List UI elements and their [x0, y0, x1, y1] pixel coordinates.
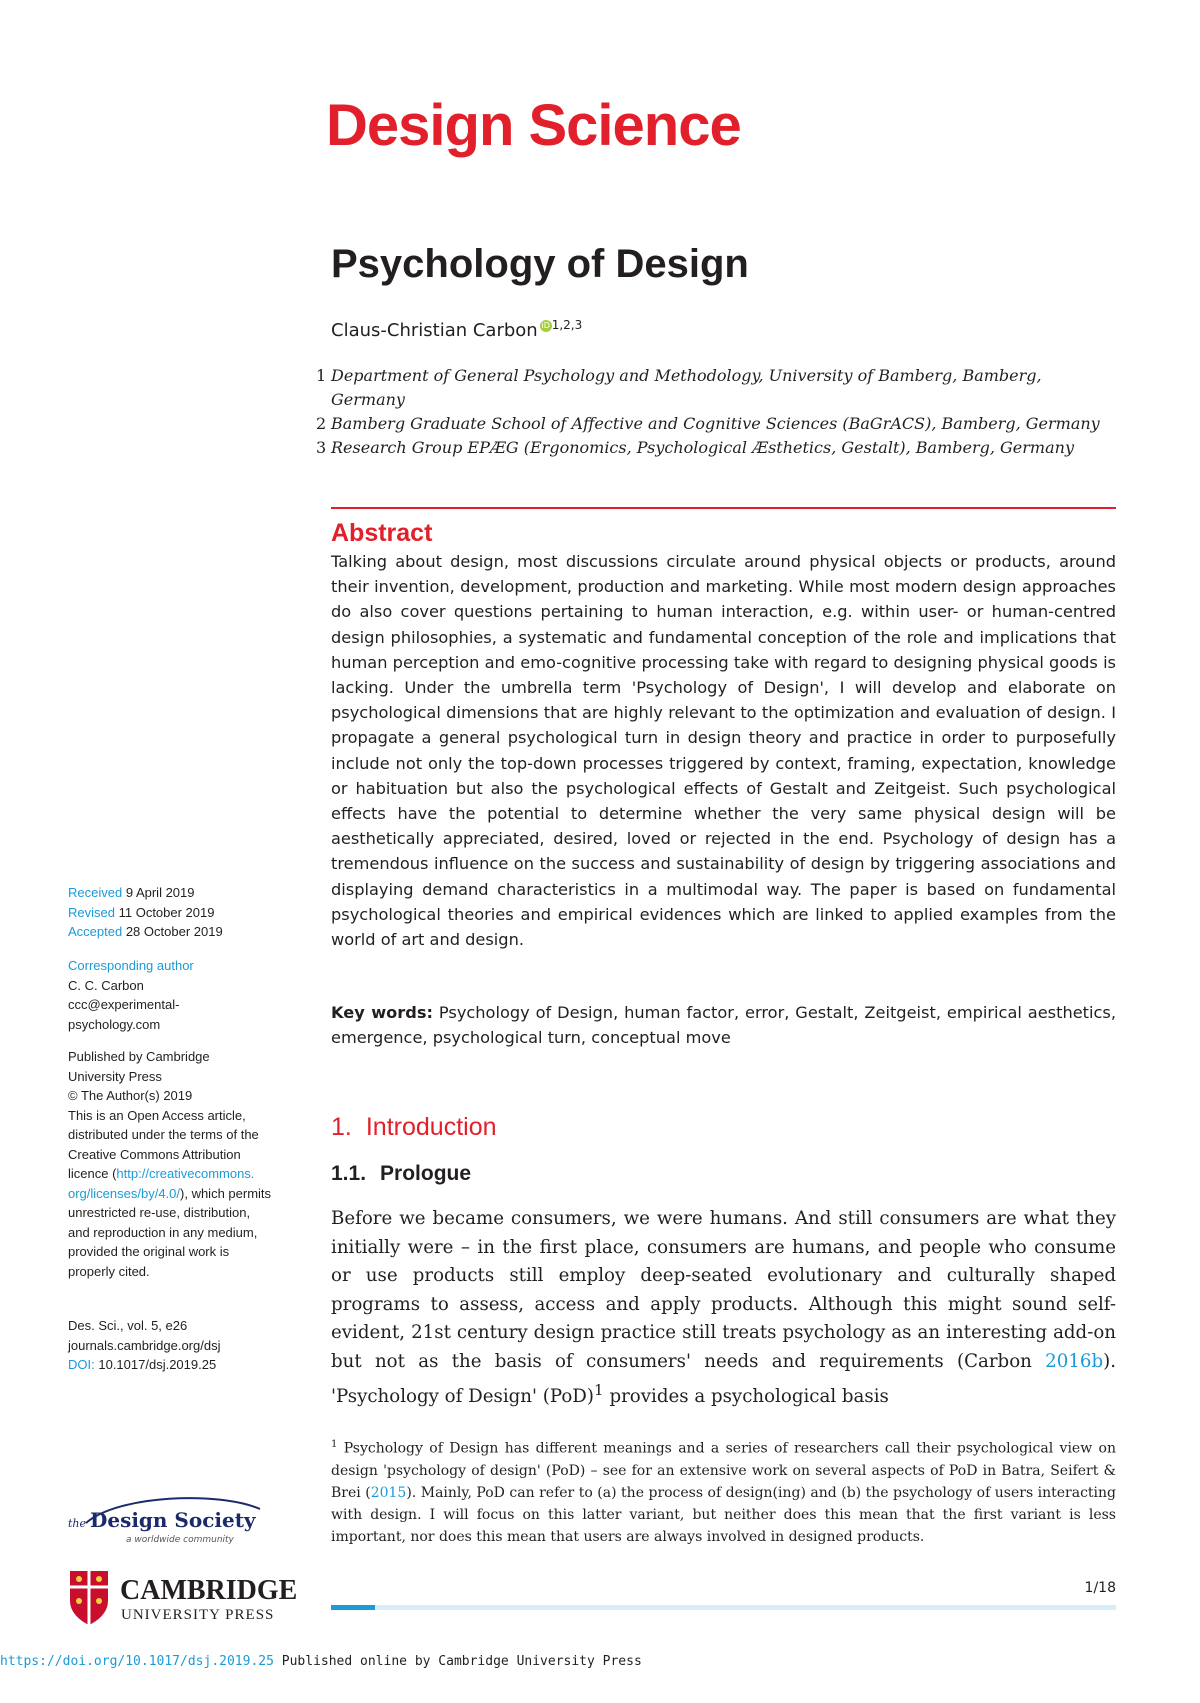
publisher-line: Published by Cambridge — [68, 1049, 210, 1064]
orcid-icon[interactable]: iD — [541, 321, 550, 330]
affiliation-number: 2 — [316, 414, 327, 433]
logo-text: Design Society — [90, 1508, 256, 1532]
affiliation-text: Bamberg Graduate School of Affective and Cognitive Sciences (BaGrACS), Bamberg, Germany — [331, 414, 1100, 433]
license-line: Creative Commons Attribution — [68, 1146, 241, 1162]
subsection-number: 1.1. — [331, 1162, 367, 1185]
keywords-label: Key words: — [331, 1003, 433, 1022]
citation-link[interactable]: 2015 — [370, 1484, 407, 1501]
section-title: Introduction — [365, 1113, 497, 1141]
dates-block — [68, 883, 308, 942]
section-heading-introduction — [331, 1113, 497, 1142]
abstract-body: Talking about design, most discussions circulate around physical objects or products, around their invention, development, production and marketing. While most modern design approaches do also cover questions pertaining to human interaction, e.g. within user- or human-centred design philosophies, a systematic and fundamental conception of the role and implications that human perception and emo-cognitive processing take with regard to designing physical goods is lacking. Under the umbrella term 'Psychology of Design', I will develop and elaborate on psychological dimensions that are highly relevant to the optimization and evaluation of design. I propagate a general psychological turn in design theory and practice in order to purposefully include not only the top-down processes triggered by context, framing, expectation, knowledge or habituation but also the psychological effects of Gestalt and Zeitgeist. Such psychological effects have the potential to determine whether the very same physical design will be aesthetically appreciated, desired, loved or rejected in the end. Psychology of design has a tremendous influence on the success and sustainability of design by triggering associations and displaying demand characteristics in a multimodal way. The paper is based on fundamental psychological theories and empirical evidences which are linked to applied examples from the world of art and design. — [331, 552, 1116, 950]
design-society-logo — [68, 1487, 268, 1547]
affiliation-item — [316, 412, 1116, 436]
doi-line — [68, 1355, 308, 1375]
license-link[interactable]: http://creativecommons. — [116, 1166, 255, 1181]
page-footer — [0, 1654, 642, 1669]
intro-paragraph — [331, 1205, 1116, 1412]
footnote-mark-link[interactable]: 1 — [594, 1381, 604, 1399]
intro-text: provides a psychological basis — [603, 1386, 889, 1408]
license-line: This is an Open Access article, — [68, 1107, 246, 1123]
abstract-heading: Abstract — [331, 519, 433, 547]
license-link[interactable]: org/licenses/by/4.0/ — [68, 1185, 181, 1201]
author-affil-refs: 1,2,3 — [551, 318, 583, 332]
received-row — [68, 883, 308, 903]
footnote-text: ). Mainly, PoD can refer to (a) the process of design(ing) and (b) the psychology of users interacting with design. I will focus on this latter variant, but neither does this mean that the first variant is less important, nor does this mean that users are always involved in designed products. — [331, 1484, 1116, 1545]
license-line — [68, 1164, 308, 1184]
corresponding-author-name: C. C. Carbon — [68, 977, 144, 993]
corresponding-author-label: Corresponding author — [68, 958, 194, 973]
publisher-line: University Press — [68, 1068, 162, 1084]
logo-tagline: a worldwide community — [126, 1535, 234, 1545]
journal-url[interactable]: journals.cambridge.org/dsj — [68, 1337, 221, 1353]
crest-lion-icon — [96, 1598, 102, 1604]
intro-text: ). 'Psychology of Design' (PoD) — [331, 1350, 1116, 1408]
accepted-row — [68, 922, 308, 942]
license-line: and reproduction in any medium, — [68, 1224, 258, 1240]
keywords-text: Psychology of Design, human factor, error, Gestalt, Zeitgeist, empirical aesthetics, emergence, psychological turn, conceptual move — [331, 1003, 1116, 1047]
crest-lion-icon — [76, 1598, 82, 1604]
doi-label: DOI: — [68, 1357, 95, 1372]
university-press-wordmark: UNIVERSITY PRESS — [121, 1607, 275, 1623]
citation-link[interactable]: 2016b — [1045, 1350, 1104, 1372]
footer-doi-link[interactable]: https://doi.org/10.1017/dsj.2019.25 — [0, 1654, 274, 1669]
affiliation-item — [316, 364, 1116, 412]
page-progress-fill — [331, 1605, 375, 1610]
citation-block — [68, 1316, 308, 1375]
keywords — [331, 1000, 1116, 1050]
crest-lion-icon — [96, 1576, 102, 1582]
affiliation-text: Department of General Psychology and Methodology, University of Bamberg, Bamberg, Germany — [331, 366, 1042, 409]
revised-date: 11 October 2019 — [118, 904, 215, 920]
received-date: 9 April 2019 — [125, 885, 195, 900]
license-text: licence ( — [68, 1166, 117, 1181]
footnote-mark: 1 — [331, 1439, 338, 1450]
corresponding-author-email[interactable]: psychology.com — [68, 1016, 161, 1032]
license-block — [68, 1047, 308, 1281]
corresponding-author-email[interactable]: ccc@experimental- — [68, 997, 180, 1012]
license-line: provided the original work is — [68, 1244, 230, 1259]
copyright-line: © The Author(s) 2019 — [68, 1088, 193, 1103]
revised-label: Revised — [68, 904, 115, 920]
subsection-title: Prologue — [380, 1162, 472, 1185]
author-line — [331, 318, 582, 341]
page-number: 1/18 — [1084, 1580, 1116, 1596]
author-name[interactable]: Claus-Christian Carbon — [331, 320, 538, 341]
affiliations — [316, 364, 1116, 460]
footnote — [331, 1434, 1116, 1548]
journal-title: Design Science — [326, 93, 741, 158]
license-line: unrestricted re-use, distribution, — [68, 1205, 251, 1220]
subsection-heading-prologue — [331, 1162, 471, 1186]
footnote-text: Psychology of Design has different meanings and a series of researchers call their psychological view on design 'psychology of design' (PoD) – see for an extensive work on several aspects of PoD in Batra, Seifert & Brei ( — [331, 1440, 1116, 1501]
article-title: Psychology of Design — [331, 242, 749, 286]
logo-prefix: the — [68, 1517, 87, 1530]
page-progress-track — [331, 1605, 1116, 1610]
intro-text: Before we became consumers, we were humans. And still consumers are what they initially were – in the first place, consumers are humans, and people who consume or use products still employ deep-seated evolutionary and culturally shaped programs to assess, access and apply products. Although this might sound self-evident, 21st century design practice still treats psychology as an interesting add-on but not as the basis of consumers' needs and requirements (Carbon — [331, 1208, 1116, 1372]
affiliation-item — [316, 436, 1116, 460]
affiliation-text: Research Group EPÆG (Ergonomics, Psychological Æsthetics, Gestalt), Bamberg, Germany — [331, 438, 1074, 457]
abstract-divider — [331, 507, 1116, 509]
section-number: 1. — [331, 1113, 352, 1141]
doi-value[interactable]: 10.1017/dsj.2019.25 — [98, 1357, 217, 1372]
cambridge-university-press-logo — [68, 1567, 308, 1629]
cambridge-wordmark: CAMBRIDGE — [120, 1575, 298, 1606]
license-line: distributed under the terms of the — [68, 1127, 259, 1142]
citation-line: Des. Sci., vol. 5, e26 — [68, 1318, 188, 1333]
corresponding-author-block — [68, 956, 308, 1034]
accepted-date: 28 October 2019 — [125, 924, 223, 939]
revised-row — [68, 903, 308, 923]
received-label: Received — [68, 885, 123, 900]
license-line: properly cited. — [68, 1263, 150, 1279]
license-line — [68, 1184, 308, 1204]
affiliation-number: 1 — [316, 366, 327, 385]
affiliation-number: 3 — [316, 438, 327, 457]
license-text: ), which permits — [180, 1185, 272, 1201]
accepted-label: Accepted — [68, 924, 123, 939]
crest-lion-icon — [76, 1576, 82, 1582]
footer-text: Published online by Cambridge University Press — [273, 1654, 642, 1669]
